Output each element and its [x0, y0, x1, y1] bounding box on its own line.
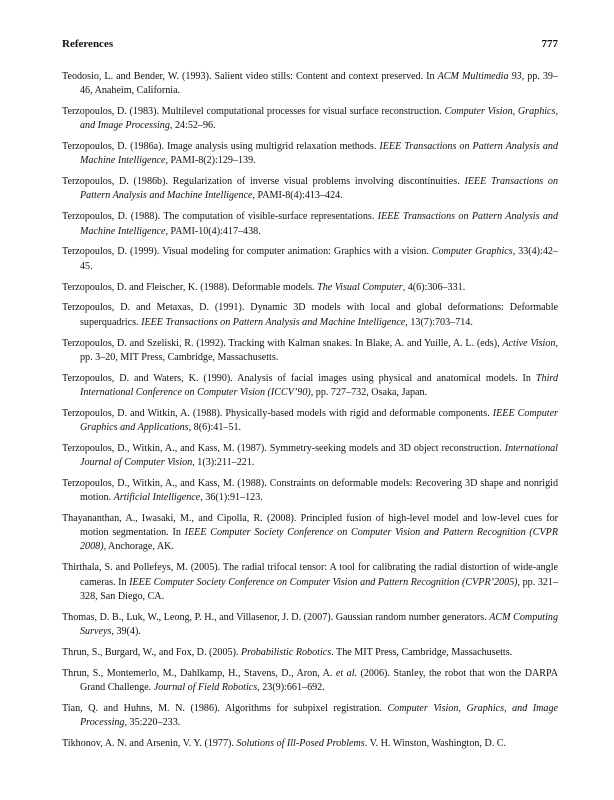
- reference-entry: [62, 140, 558, 168]
- reference-text: , 35:220–233.: [124, 716, 181, 728]
- reference-text: Thirthala, S. and Pollefeys, M. (2005). The radial trifocal tensor: A tool for calibrating the radial distortion of wide-angle cameras. In: [62, 562, 558, 588]
- reference-entry: [62, 175, 558, 203]
- reference-entry: [62, 646, 558, 660]
- reference-text: , 1(3):211–221.: [192, 457, 255, 469]
- reference-italic-text: The Visual Computer: [317, 281, 403, 293]
- reference-entry: [62, 70, 558, 98]
- reference-text: Terzopoulos, D. and Waters, K. (1990). Analysis of facial images using physical and anatomical models. In: [62, 372, 536, 384]
- reference-text: Thomas, D. B., Luk, W., Leong, P. H., and Villasenor, J. D. (2007). Gaussian random number generators.: [62, 611, 490, 623]
- reference-italic-text: Computer Graphics: [431, 246, 513, 258]
- reference-entry: [62, 477, 558, 505]
- reference-text: Terzopoulos, D. (1986a). Image analysis using multigrid relaxation methods.: [62, 141, 380, 153]
- reference-text: Terzopoulos, D. and Metaxas, D. (1991). Dynamic 3D models with local and global deformations: Deformable superquadrics.: [62, 302, 558, 328]
- reference-list: [62, 70, 558, 758]
- reference-text: Terzopoulos, D. (1986b). Regularization of inverse visual problems involving discontinuities.: [62, 176, 465, 188]
- reference-text: , PAMI-8(4):413–424.: [252, 190, 343, 202]
- section-title: References: [62, 38, 114, 50]
- reference-italic-text: IEEE Transactions on Pattern Analysis and Machine Intelligence: [80, 211, 558, 237]
- reference-italic-text: ACM Multimedia 93: [437, 71, 522, 82]
- reference-italic-text: Probabilistic Robotics: [240, 646, 332, 658]
- reference-text: . V. H. Winston, Washington, D. C.: [364, 737, 507, 749]
- reference-text: Tikhonov, A. N. and Arsenin, V. Y. (1977).: [62, 737, 237, 749]
- reference-italic-text: IEEE Transactions on Pattern Analysis and Machine Intelligence: [80, 176, 558, 202]
- reference-text: Teodosio, L. and Bender, W. (1993). Salient video stills: Content and context preserved. In: [62, 71, 438, 82]
- reference-text: , 13(7):703–714.: [405, 316, 473, 328]
- reference-entry: [62, 737, 558, 751]
- reference-italic-text: et al.: [335, 667, 358, 679]
- reference-text: Thrun, S., Burgard, W., and Fox, D. (2005).: [62, 646, 241, 658]
- reference-text: , 33(4):42–45.: [80, 246, 558, 272]
- reference-italic-text: Computer Vision, Graphics, and Image Processing: [80, 106, 558, 132]
- reference-text: Terzopoulos, D., Witkin, A., and Kass, M. (1988). Constraints on deformable models: Recovering 3D shape and nonrigid motion.: [62, 477, 558, 504]
- reference-text: Thayananthan, A., Iwasaki, M., and Cipolla, R. (2008). Principled fusion of high-level model and low-level cues for motion segmentation. In: [62, 513, 558, 539]
- reference-entry: [62, 210, 558, 238]
- reference-text: , pp. 39–46, Anaheim, California.: [80, 71, 559, 97]
- reference-text: , pp. 321–328, San Diego, CA.: [80, 576, 559, 602]
- reference-entry: [62, 667, 558, 695]
- reference-italic-text: Solutions of Ill-Posed Problems: [236, 737, 365, 749]
- reference-text: Terzopoulos, D. (1999). Visual modeling for computer animation: Graphics with a vision.: [62, 246, 432, 258]
- reference-text: Terzopoulos, D. and Szeliski, R. (1992). Tracking with Kalman snakes. In Blake, A. and Yuille, A. L. (eds),: [62, 337, 503, 349]
- reference-text: Thrun, S., Montemerlo, M., Dahlkamp, H., Stavens, D., Aron, A.: [62, 667, 336, 679]
- reference-entry: [62, 512, 558, 555]
- reference-text: , PAMI-8(2):129–139.: [165, 155, 256, 167]
- reference-italic-text: Active Vision: [502, 337, 556, 349]
- reference-italic-text: IEEE Computer Society Conference on Computer Vision and Pattern Recognition (CVPR 2008): [80, 527, 558, 553]
- reference-italic-text: International Journal of Computer Vision: [80, 442, 558, 469]
- reference-text: , pp. 727–732, Osaka, Japan.: [310, 386, 428, 398]
- reference-text: , Anchorage, AK.: [103, 541, 174, 553]
- reference-italic-text: IEEE Transactions on Pattern Analysis and Machine Intelligence: [141, 316, 406, 328]
- reference-text: Tian, Q. and Huhns, M. N. (1986). Algorithms for subpixel registration.: [62, 702, 388, 714]
- reference-entry: [62, 611, 558, 639]
- reference-entry: [62, 372, 558, 400]
- reference-entry: [62, 105, 558, 133]
- reference-text: , pp. 3–20, MIT Press, Cambridge, Massachusetts.: [80, 337, 558, 363]
- reference-italic-text: Third International Conference on Computer Vision (ICCV’90): [80, 372, 558, 398]
- reference-text: (2006). Stanley, the robot that won the DARPA Grand Challenge.: [80, 667, 558, 693]
- reference-text: , 36(1):91–123.: [200, 492, 263, 504]
- reference-text: , 39(4).: [111, 625, 141, 637]
- reference-italic-text: Computer Vision, Graphics, and Image Processing: [80, 702, 558, 728]
- reference-entry: [62, 245, 558, 273]
- reference-italic-text: Journal of Field Robotics: [153, 681, 258, 693]
- reference-entry: [62, 407, 558, 435]
- reference-italic-text: Artificial Intelligence: [113, 492, 201, 504]
- reference-text: Terzopoulos, D. and Fleischer, K. (1988). Deformable models.: [62, 281, 318, 293]
- reference-text: , 4(6):306–331.: [402, 281, 466, 293]
- reference-italic-text: IEEE Computer Graphics and Applications: [80, 407, 558, 433]
- reference-text: Terzopoulos, D., Witkin, A., and Kass, M. (1987). Symmetry-seeking models and 3D object reconstruction.: [62, 442, 505, 454]
- reference-text: Terzopoulos, D. (1988). The computation of visible-surface representations.: [62, 211, 378, 223]
- reference-text: , 23(9):661–692.: [257, 681, 325, 693]
- reference-entry: [62, 301, 558, 329]
- reference-entry: [62, 337, 558, 365]
- page-number: 777: [541, 38, 558, 50]
- reference-entry: [62, 561, 558, 604]
- reference-entry: [62, 442, 558, 470]
- reference-entry: [62, 702, 558, 730]
- page-header: [62, 38, 558, 54]
- reference-text: , 8(6):41–51.: [188, 421, 242, 433]
- reference-italic-text: IEEE Transactions on Pattern Analysis and Machine Intelligence: [80, 141, 558, 167]
- reference-text: . The MIT Press, Cambridge, Massachusetts.: [331, 646, 513, 658]
- reference-text: , 24:52–96.: [169, 120, 216, 132]
- reference-italic-text: ACM Computing Surveys: [80, 611, 558, 637]
- reference-entry: [62, 281, 558, 295]
- reference-text: , PAMI-10(4):417–438.: [165, 225, 261, 237]
- reference-text: Terzopoulos, D. and Witkin, A. (1988). Physically-based models with rigid and deformable components.: [62, 407, 493, 419]
- reference-italic-text: IEEE Computer Society Conference on Computer Vision and Pattern Recognition (CVPR’2005): [129, 576, 518, 588]
- reference-text: Terzopoulos, D. (1983). Multilevel computational processes for visual surface reconstruction.: [62, 106, 445, 118]
